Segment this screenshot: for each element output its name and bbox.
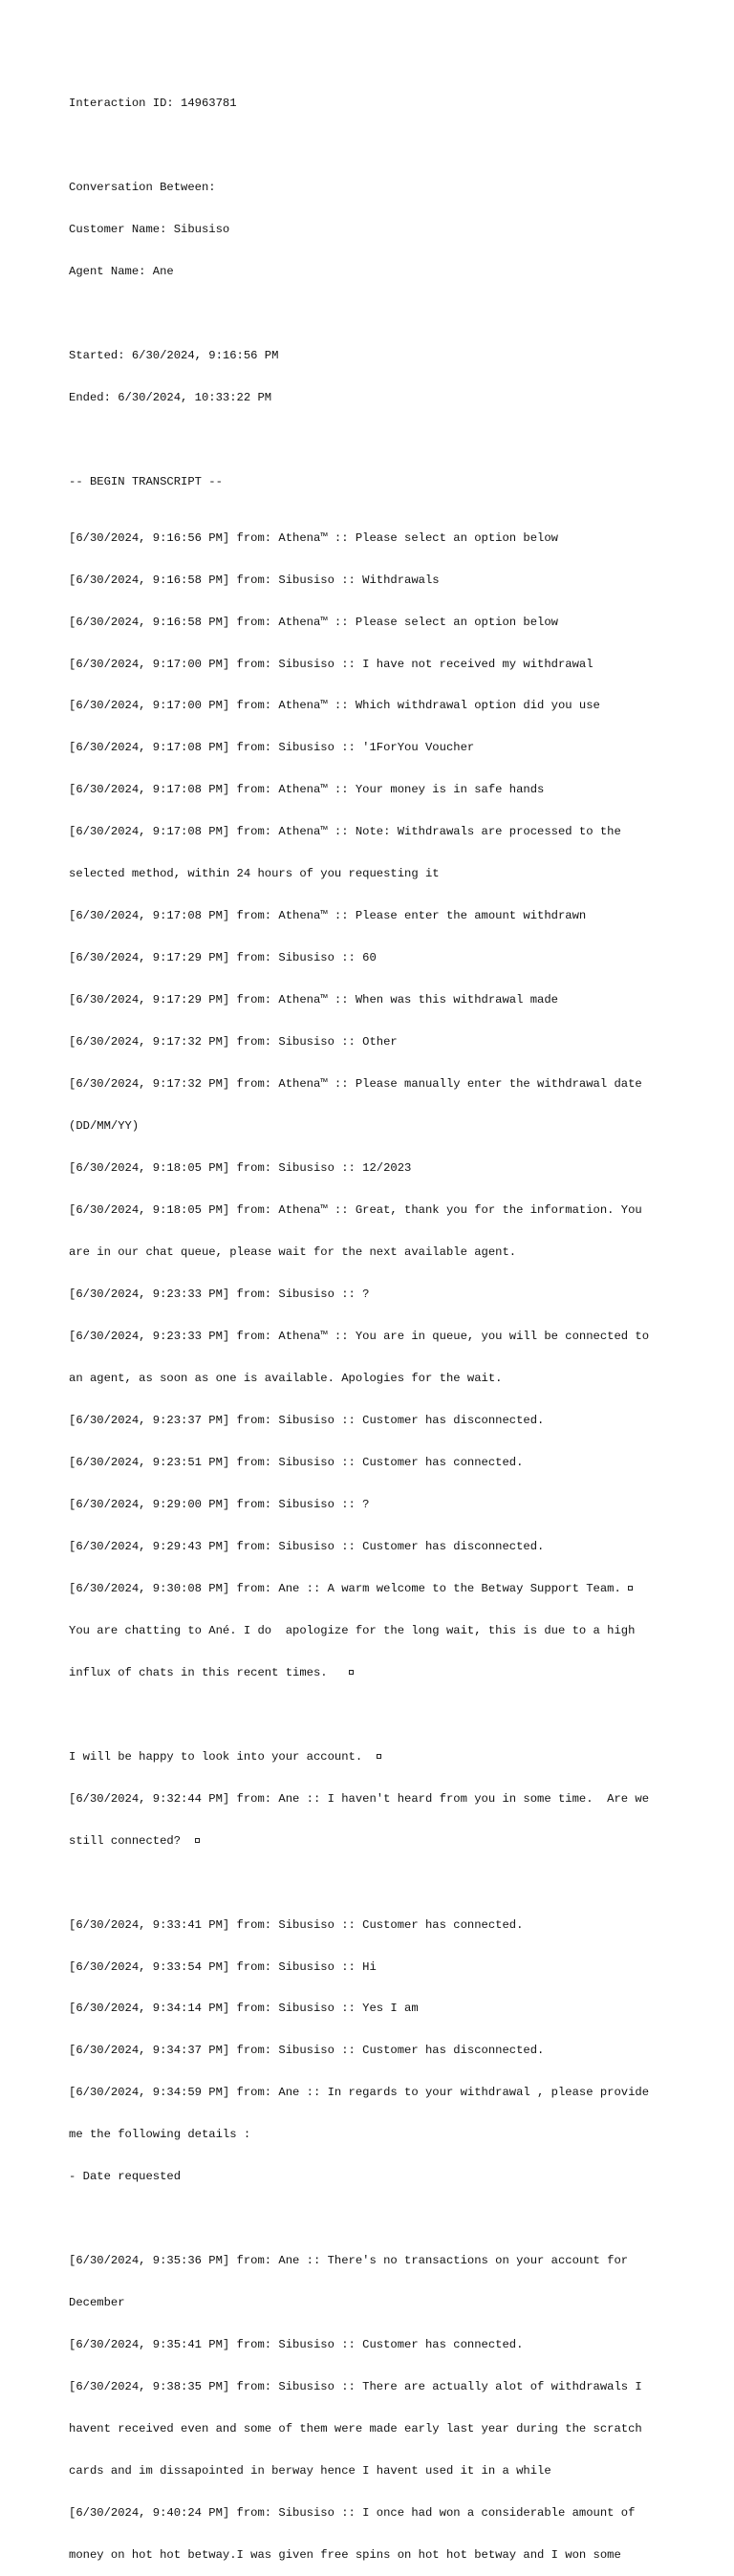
transcript-line: [6/30/2024, 9:38:35 PM] from: Sibusiso :: There are actually alot of withdrawals I	[69, 2380, 642, 2394]
transcript-line: [6/30/2024, 9:17:32 PM] from: Athena™ :: Please manually enter the withdrawal date	[69, 1077, 642, 1092]
transcript-line: [6/30/2024, 9:35:41 PM] from: Sibusiso :: Customer has connected.	[69, 2338, 524, 2352]
transcript-line-text: [6/30/2024, 9:30:08 PM] from: Ane :: A warm welcome to the Betway Support Team.	[69, 1581, 629, 1595]
blank-line	[69, 2212, 680, 2226]
transcript-line: [6/30/2024, 9:17:00 PM] from: Athena™ :: Which withdrawal option did you use	[69, 699, 600, 713]
transcript-line: [6/30/2024, 9:34:59 PM] from: Ane :: In regards to your withdrawal , please provide	[69, 2086, 650, 2100]
customer-name: Customer Name: Sibusiso	[69, 223, 230, 237]
transcript-line: havent received even and some of them were made early last year during the scratch	[69, 2422, 642, 2436]
transcript-line: are in our chat queue, please wait for the next available agent.	[69, 1245, 517, 1260]
ended-timestamp: Ended: 6/30/2024, 10:33:22 PM	[69, 391, 272, 405]
transcript-line: (DD/MM/YY)	[69, 1119, 140, 1134]
conversation-between-heading: Conversation Between:	[69, 181, 216, 195]
transcript-line-text: still connected?	[69, 1833, 195, 1848]
transcript-line: [6/30/2024, 9:18:05 PM] from: Sibusiso :: 12/2023	[69, 1161, 412, 1176]
missing-glyph-icon	[349, 1670, 354, 1675]
transcript-line: [6/30/2024, 9:40:24 PM] from: Sibusiso :: I once had won a considerable amount of	[69, 2506, 636, 2521]
transcript-line: me the following details :	[69, 2128, 251, 2142]
started-timestamp: Started: 6/30/2024, 9:16:56 PM	[69, 349, 279, 363]
transcript-line: [6/30/2024, 9:33:41 PM] from: Sibusiso :: Customer has connected.	[69, 1917, 524, 1932]
transcript-line: December	[69, 2296, 125, 2310]
transcript-line: [6/30/2024, 9:34:14 PM] from: Sibusiso :: Yes I am	[69, 2002, 419, 2016]
transcript-line: [6/30/2024, 9:17:08 PM] from: Sibusiso :: '1ForYou Voucher	[69, 741, 475, 755]
transcript-line-text: I will be happy to look into your account.	[69, 1749, 377, 1764]
transcript-line: [6/30/2024, 9:29:00 PM] from: Sibusiso :: ?	[69, 1497, 370, 1511]
missing-glyph-icon	[628, 1586, 633, 1591]
transcript-line: [6/30/2024, 9:17:00 PM] from: Sibusiso :: I have not received my withdrawal	[69, 657, 594, 671]
transcript-line: money on hot hot betway.I was given free spins on hot hot betway and I won some	[69, 2548, 621, 2563]
transcript-line: [6/30/2024, 9:16:56 PM] from: Athena™ :: Please select an option below	[69, 530, 558, 545]
interaction-id: Interaction ID: 14963781	[69, 97, 237, 111]
transcript-line: [6/30/2024, 9:23:37 PM] from: Sibusiso :: Customer has disconnected.	[69, 1413, 545, 1427]
transcript-line: [6/30/2024, 9:35:36 PM] from: Ane :: There's no transactions on your account for	[69, 2254, 629, 2268]
missing-glyph-icon	[377, 1754, 381, 1759]
transcript-line: cards and im dissapointed in berway hence I havent used it in a while	[69, 2464, 551, 2479]
transcript-line: [6/30/2024, 9:16:58 PM] from: Athena™ :: Please select an option below	[69, 615, 558, 629]
transcript-line: [6/30/2024, 9:33:54 PM] from: Sibusiso :: Hi	[69, 1959, 377, 1974]
transcript-line-text: influx of chats in this recent times.	[69, 1665, 349, 1679]
transcript-line: [6/30/2024, 9:32:44 PM] from: Ane :: I haven't heard from you in some time. Are we	[69, 1791, 650, 1806]
transcript-line	[69, 1834, 680, 1849]
transcript-line: [6/30/2024, 9:34:37 PM] from: Sibusiso :: Customer has disconnected.	[69, 2044, 545, 2058]
transcript-line: [6/30/2024, 9:17:08 PM] from: Athena™ :: Please enter the amount withdrawn	[69, 909, 587, 923]
blank-line	[69, 433, 680, 447]
transcript-line: [6/30/2024, 9:23:33 PM] from: Athena™ :: You are in queue, you will be connected to	[69, 1330, 650, 1344]
transcript-line: an agent, as soon as one is available. Apologies for the wait.	[69, 1371, 503, 1385]
blank-line	[69, 307, 680, 321]
transcript-line: [6/30/2024, 9:23:33 PM] from: Sibusiso :: ?	[69, 1288, 370, 1302]
blank-line	[69, 139, 680, 153]
transcript-line: [6/30/2024, 9:23:51 PM] from: Sibusiso :: Customer has connected.	[69, 1455, 524, 1469]
blank-line	[69, 1876, 680, 1891]
blank-line	[69, 1708, 680, 1722]
transcript-line: [6/30/2024, 9:29:43 PM] from: Sibusiso :: Customer has disconnected.	[69, 1539, 545, 1553]
transcript-line	[69, 1582, 680, 1596]
transcript-line: [6/30/2024, 9:18:05 PM] from: Athena™ :: Great, thank you for the information. You	[69, 1203, 642, 1218]
transcript-line: - Date requested	[69, 2170, 182, 2184]
transcript-line: [6/30/2024, 9:17:08 PM] from: Athena™ :: Note: Withdrawals are processed to the	[69, 825, 621, 839]
transcript-line	[69, 1666, 680, 1680]
missing-glyph-icon	[195, 1838, 200, 1843]
begin-transcript-marker: -- BEGIN TRANSCRIPT --	[69, 474, 223, 488]
transcript-line: You are chatting to Ané. I do apologize for the long wait, this is due to a high	[69, 1623, 636, 1637]
transcript-line: [6/30/2024, 9:17:29 PM] from: Athena™ :: When was this withdrawal made	[69, 993, 558, 1007]
transcript-line: [6/30/2024, 9:17:32 PM] from: Sibusiso :: Other	[69, 1035, 398, 1050]
transcript-line: [6/30/2024, 9:16:58 PM] from: Sibusiso :: Withdrawals	[69, 573, 440, 587]
transcript-line: [6/30/2024, 9:17:08 PM] from: Athena™ :: Your money is in safe hands	[69, 783, 545, 797]
transcript-line: [6/30/2024, 9:17:29 PM] from: Sibusiso :: 60	[69, 951, 377, 965]
transcript-line	[69, 1750, 680, 1764]
transcript-document	[69, 69, 680, 2576]
transcript-line: selected method, within 24 hours of you requesting it	[69, 867, 440, 881]
agent-name: Agent Name: Ane	[69, 265, 174, 279]
